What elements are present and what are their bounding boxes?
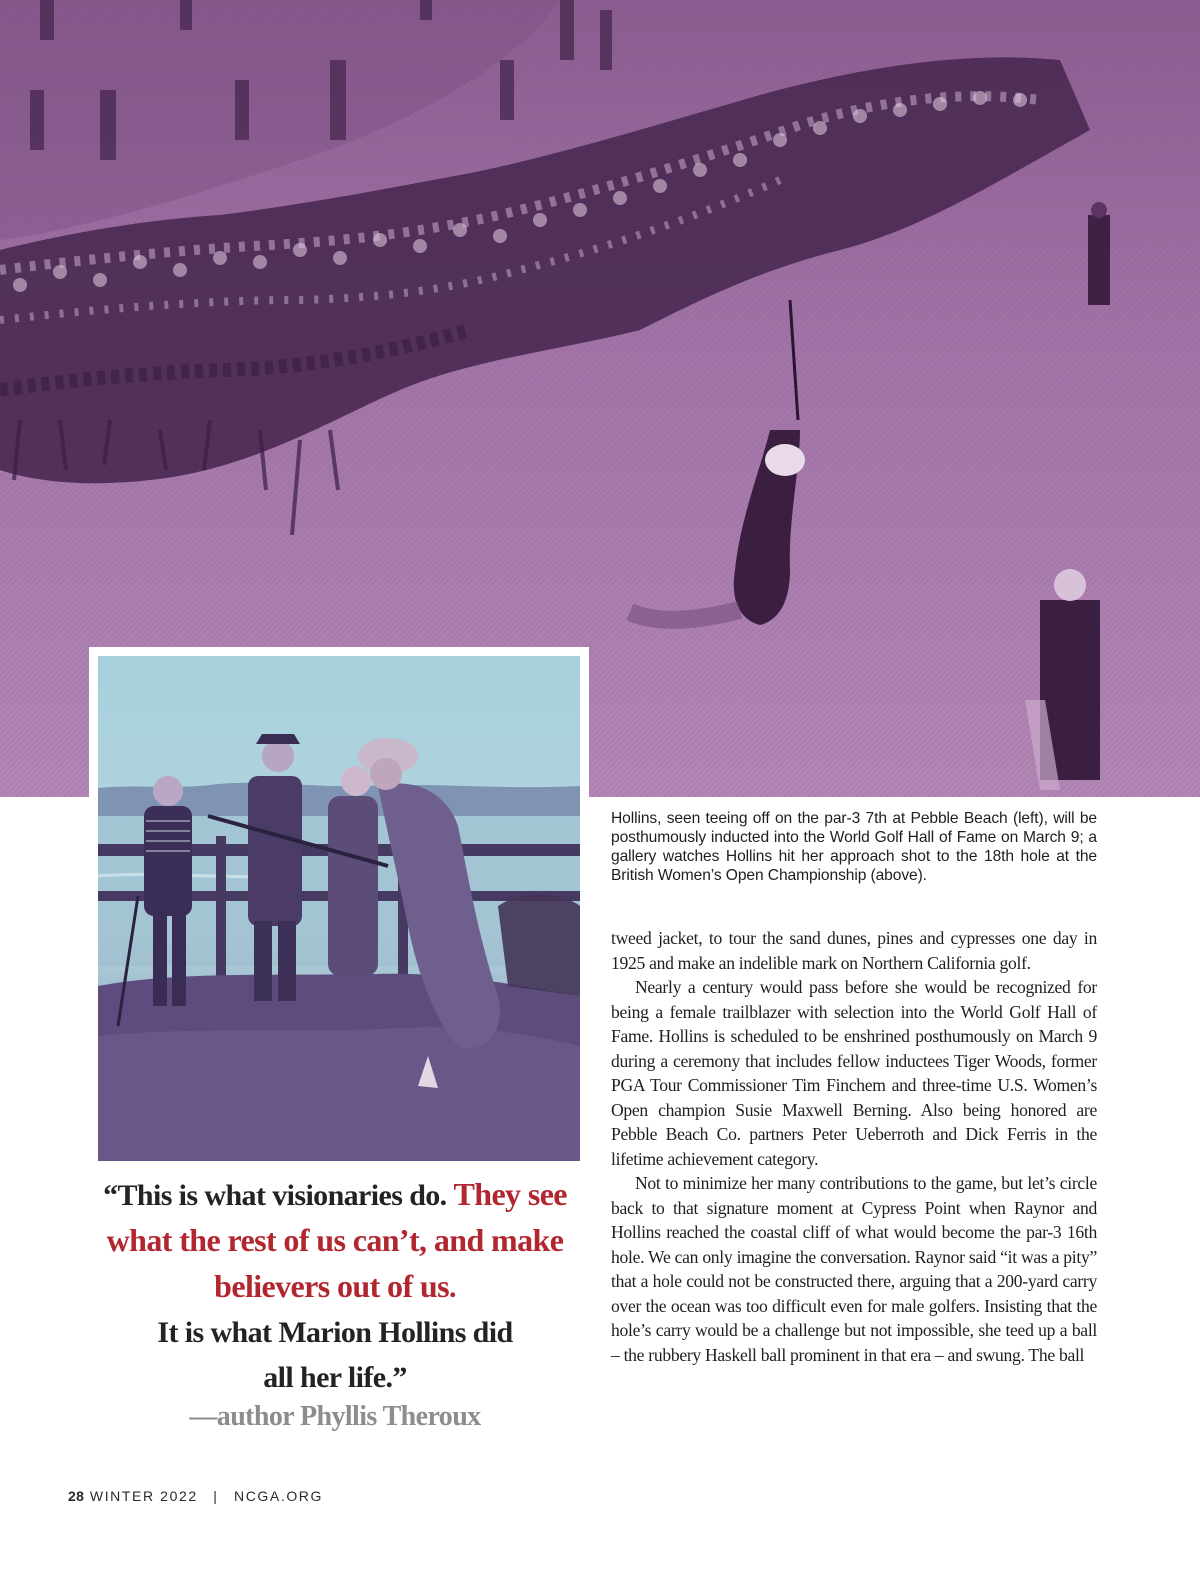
photo-caption: Hollins, seen teeing off on the par-3 7th at Pebble Beach (left), will be posthumously inducted into the World Golf Hall of Fame on March 9; a gallery watches Hollins hit her approach shot to the 18th hole at the British Women’s Open Championship (above). [611,810,1097,884]
pull-quote [96,1172,574,1400]
quote-text: “This is what visionaries do. [103,1179,454,1212]
quote-text-end: It is what Marion Hollins did all her life.” [157,1316,513,1394]
footer-separator: | [213,1488,219,1504]
page-footer [68,1488,323,1504]
inset-photo [98,656,580,1161]
inset-photo-frame [89,647,589,1170]
quote-attribution: —author Phyllis Theroux [189,1401,481,1432]
quote-highlight-period: . [448,1271,456,1304]
article-body [611,926,1097,1367]
body-paragraph: Nearly a century would pass before she would be recognized for being a female trailblazer with selection into the World Golf Hall of Fame. Hollins is scheduled to be enshrined posthumously on March 9 during a ceremony that includes fellow inductees Tiger Woods, former PGA Tour Commissioner Tim Finchem and three-time U.S. Women’s Open champion Susie Maxwell Berning. Also being honored are Pebble Beach Co. partners Peter Ueberroth and Dick Ferris in the lifetime achievement category. [611,977,1097,1169]
body-paragraph: tweed jacket, to tour the sand dunes, pines and cypresses one day in 1925 and make an indelible mark on Northern California golf. [611,928,1097,973]
site-link[interactable]: NCGA.ORG [233,1488,324,1504]
issue-label: WINTER 2022 [89,1488,198,1504]
page-number: 28 [68,1488,85,1504]
quote-highlight: They see what the rest of us can’t, and make believers out of us [106,1176,567,1304]
body-paragraph: Not to minimize her many contributions to the game, but let’s circle back to that signature moment at Cypress Point when Raynor and Hollins reached the coastal cliff of what would become the par-3 16th hole. We can only imagine the conversation. Raynor said “it was a pity” that a hole could not be constructed there, arguing that a 200-yard carry over the ocean was too difficult even for male golfers. Insisting that the hole’s carry would be a challenge but not impossible, she teed up a ball – the rubbery Haskell ball prominent in that era – and swung. The ball [611,1173,1097,1365]
